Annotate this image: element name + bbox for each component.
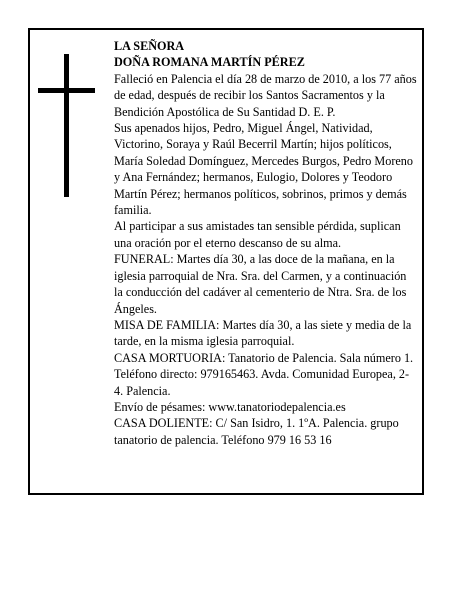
obituary-family-home-info: CASA DOLIENTE: C/ San Isidro, 1. 1ºA. Palencia. grupo tanatorio de palencia. Teléfono 979 16 53 16	[114, 416, 399, 447]
obituary-prayer-request: Al participar a sus amistades tan sensible pérdida, suplican una oración por el eterno descanso de su alma.	[114, 219, 401, 250]
obituary-condolences-link[interactable]: Envío de pésames: www.tanatoriodepalencia.es	[114, 399, 346, 414]
obituary-title-line1: LA SEÑORA	[114, 39, 185, 53]
obituary-family-list: Sus apenados hijos, Pedro, Miguel Ángel, Natividad, Victorino, Soraya y Raúl Becerril Martín; hijos políticos, María Soledad Domínguez, Mercedes Burgos, Pedro Moreno y Ana Fernández; hermanos, Eulogio, Dolores y Teodoro Martín Pérez; hermanos políticos, sobrinos, primos y demás familia.	[114, 121, 413, 218]
obituary-text	[114, 38, 418, 448]
obituary-funeral-info: FUNERAL: Martes día 30, a las doce de la mañana, en la iglesia parroquial de Nra. Sra. del Carmen, y a continuación la conducción del cadáver al cementerio de Ntra. Sra. de los Ángeles.	[114, 252, 407, 316]
cross-icon-horizontal-bar	[38, 88, 95, 93]
cross-icon-vertical-bar	[64, 54, 69, 197]
obituary-funeral-home-info: CASA MORTUORIA: Tanatorio de Palencia. Sala número 1. Teléfono directo: 979165463. Avda. Comunidad Europea, 2-4. Palencia.	[114, 350, 414, 398]
obituary-family-mass-info: MISA DE FAMILIA: Martes día 30, a las siete y media de la tarde, en la misma iglesia parroquial.	[114, 317, 412, 349]
obituary-deceased-name: DOÑA ROMANA MARTÍN PÉREZ	[114, 55, 305, 70]
obituary-death-announcement: Falleció en Palencia el día 28 de marzo de 2010, a los 77 años de edad, después de recibir los Santos Sacramentos y la Bendición Apostólica de Su Santidad D. E. P.	[114, 71, 417, 119]
